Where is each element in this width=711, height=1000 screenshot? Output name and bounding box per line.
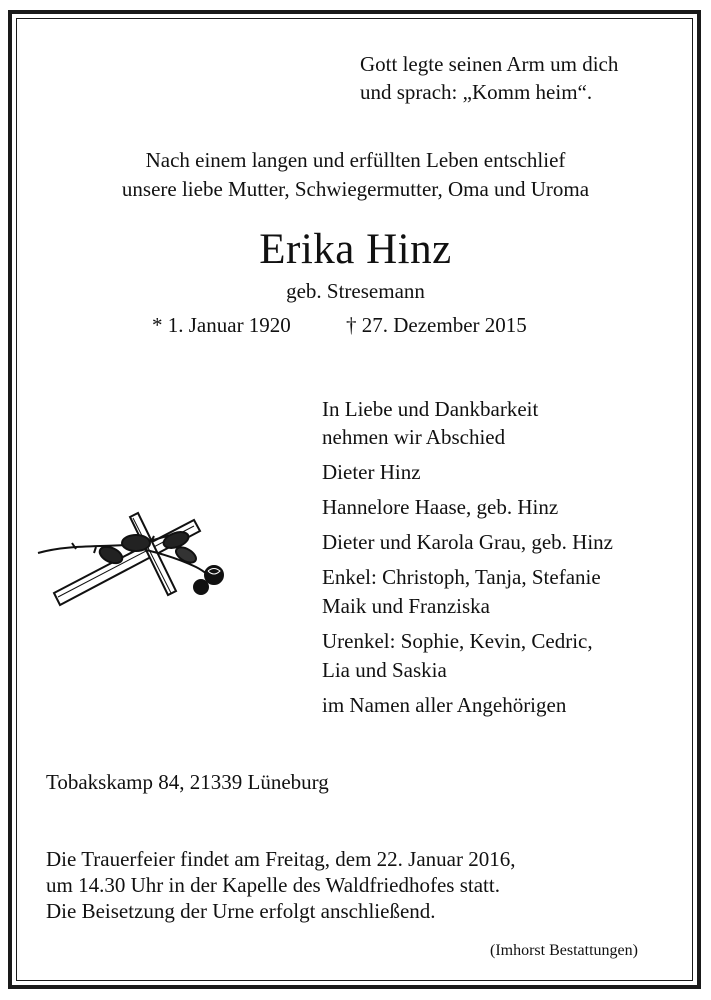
address: Tobakskamp 84, 21339 Lüneburg	[46, 770, 329, 794]
mourner-line: im Namen aller Angehörigen	[322, 693, 567, 717]
mourner-entry	[322, 458, 613, 487]
mourner-entry	[322, 563, 613, 621]
intro-text	[0, 146, 711, 204]
farewell-line-2: nehmen wir Abschied	[322, 425, 506, 449]
maiden-name: geb. Stresemann	[286, 279, 425, 303]
mourner-line: Urenkel: Sophie, Kevin, Cedric,	[322, 629, 593, 653]
mourner-line: Hannelore Haase, geb. Hinz	[322, 495, 559, 519]
mourner-entry	[322, 627, 613, 685]
mourner-line: Enkel: Christoph, Tanja, Stefanie	[322, 565, 601, 589]
mourner-entry	[322, 493, 613, 522]
ceremony-line-3: Die Beisetzung der Urne erfolgt anschließend.	[46, 899, 436, 923]
mourner-line: Maik und Franziska	[322, 594, 490, 618]
ceremony-info	[46, 846, 515, 924]
mourner-entry	[322, 691, 613, 720]
opening-quote	[360, 50, 618, 106]
mourner-line: Lia und Saskia	[322, 658, 447, 682]
death-date: † 27. Dezember 2015	[346, 313, 527, 337]
cross-with-rose-icon	[36, 495, 236, 615]
quote-line-1: Gott legte seinen Arm um dich	[360, 52, 619, 76]
mourner-line: Dieter Hinz	[322, 460, 421, 484]
intro-line-1: Nach einem langen und erfüllten Leben entschlief	[145, 148, 566, 172]
ceremony-line-1: Die Trauerfeier findet am Freitag, dem 22. Januar 2016,	[46, 847, 516, 871]
mourner-line: Dieter und Karola Grau, geb. Hinz	[322, 530, 613, 554]
ceremony-line-2: um 14.30 Uhr in der Kapelle des Waldfriedhofes statt.	[46, 873, 500, 897]
deceased-name: Erika Hinz	[259, 226, 452, 273]
quote-line-2: und sprach: „Komm heim“.	[360, 80, 593, 104]
farewell-line-1: In Liebe und Dankbarkeit	[322, 397, 539, 421]
mourner-entry	[322, 528, 613, 557]
farewell-text	[322, 395, 538, 451]
mourners-list	[322, 458, 613, 720]
intro-line-2: unsere liebe Mutter, Schwiegermutter, Oma und Uroma	[121, 177, 590, 201]
birth-date: * 1. Januar 1920	[152, 313, 291, 337]
undertaker-credit: (Imhorst Bestattungen)	[490, 942, 638, 959]
